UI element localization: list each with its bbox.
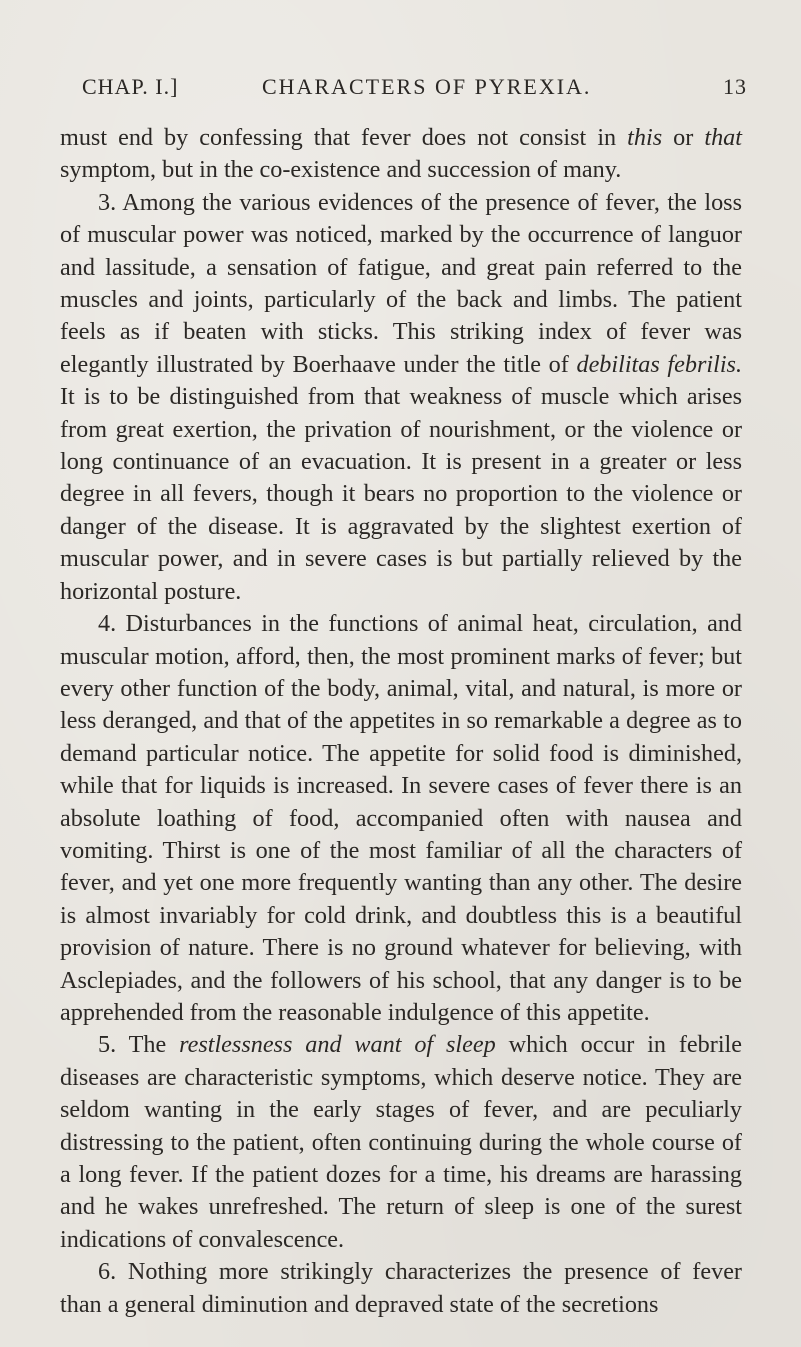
chapter-label: CHAP. I.] — [82, 74, 179, 99]
text-segment-italic: restlessness and want of sleep — [179, 1031, 496, 1059]
text-segment-italic: debilitas febrilis. — [576, 350, 742, 378]
text-segment: symptom, but in the co-existence and succession of many. — [60, 156, 622, 184]
text-segment-italic: this — [627, 124, 663, 151]
text-segment: which occur in febrile diseases are characteristic symptoms, which deserve notice. They are seldom wanting in the early stages of fever, and are peculiarly distressing to the patient, often continuing during the whole course of a long fever. If the patient dozes for a time, his dreams are harassing and he wakes unrefreshed. The return of sleep is one of the surest indications of convalescence. — [60, 1031, 742, 1253]
text-segment: or — [662, 124, 705, 151]
text-segment: 3. Among the various evidences of the presence of fever, the loss of muscular power was noticed, marked by the occurrence of languor and lassitude, a sensation of fatigue, and great pain referred to the muscles and joints, particularly of the back and limbs. The patient feels as if beaten with sticks. This striking index of fever was elegantly illustrated by Boerhaave under the title of — [60, 188, 742, 378]
paragraph-5 — [60, 1029, 742, 1256]
paragraph-4 — [60, 608, 742, 1029]
text-segment: 6. Nothing more strikingly characterizes the presence of fever than a general diminution and depraved state of the secretions — [60, 1258, 742, 1318]
running-title: CHARACTERS OF PYREXIA. — [262, 74, 592, 99]
body-text — [60, 122, 742, 1321]
text-segment-italic: that — [704, 124, 742, 151]
text-segment: 5. The — [98, 1031, 180, 1059]
text-segment: It is to be distinguished from that weakness of muscle which arises from great exertion, the privation of nourishment, or the violence or long continuance of an evacuation. It is present in a greater or less degree in all fevers, though it bears no proportion to the violence or danger of the disease. It is aggravated by the slightest exertion of muscular power, and in severe cases is but partially relieved by the horizontal posture. — [60, 383, 742, 605]
paragraph-3 — [60, 187, 742, 608]
text-segment: 4. Disturbances in the functions of animal heat, circulation, and muscular motion, afford, then, the most prominent marks of fever; but every other function of the body, animal, vital, and natural, is more or less deranged, and that of the appetites in so remarkable a degree as to demand particular notice. The appetite for solid food is diminished, while that for liquids is increased. In severe cases of fever there is an absolute loathing of food, accompanied often with nausea and vomiting. Thirst is one of the most familiar of all the characters of fever, and yet one more frequently wanting than any other. The desire is almost invariably for cold drink, and doubtless this is a beautiful provision of nature. There is no ground whatever for believing, with Asclepiades, and the followers of his school, that any danger is to be apprehended from the reasonable indulgence of this appetite. — [60, 610, 742, 1026]
page-number: 13 — [723, 74, 747, 99]
running-head — [82, 74, 747, 108]
paragraph-6 — [60, 1256, 742, 1321]
paragraph-continuation — [60, 122, 742, 187]
text-segment: must end by confessing that fever does not consist in — [60, 124, 628, 151]
